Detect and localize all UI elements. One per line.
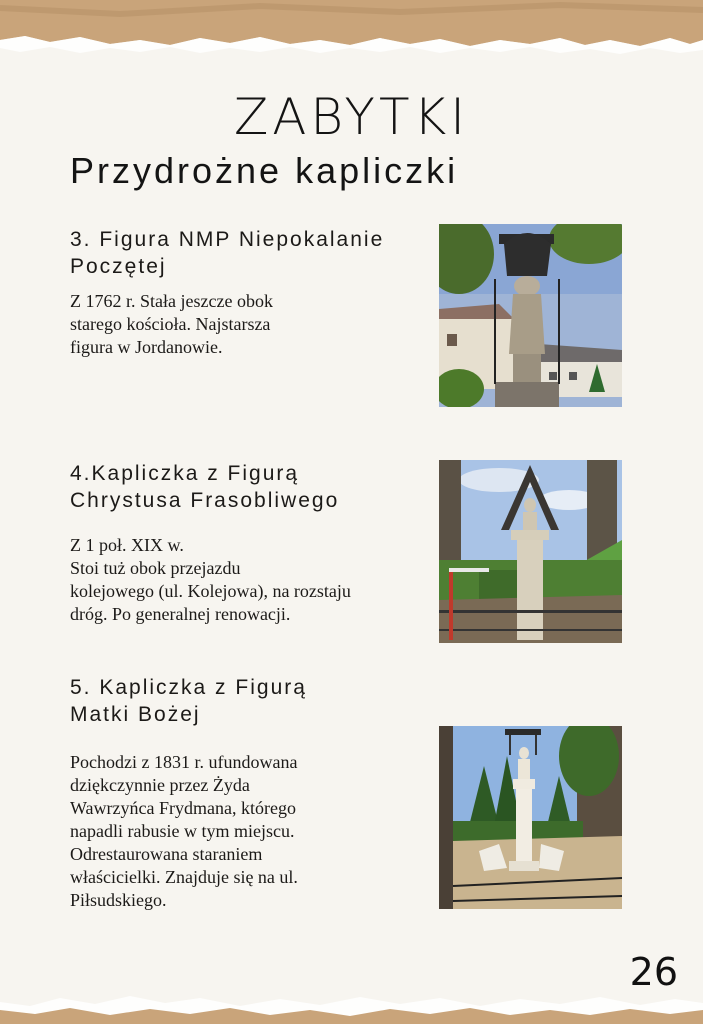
page-title: ZABYTKI [233,88,470,146]
heading-line: Chrystusa Frasobliwego [70,489,340,512]
section-heading-matka-boza [70,674,307,728]
page-number: 26 [629,950,678,994]
page-subtitle: Przydrożne kapliczki [70,150,459,191]
torn-paper-top-decoration [0,0,703,60]
section-body-matka-boza: Pochodzi z 1831 r. ufundowana dziękczynnie przez Żyda Wawrzyńca Frydmana, którego napadli rabusie w tym miejscu. Odrestaurowana staraniem właścicielki. Znajduje się na ul. Piłsudskiego. [70,752,298,910]
heading-line: 4.Kapliczka z Figurą [70,462,300,485]
heading-line: 5. Kapliczka z Figurą [70,676,307,699]
torn-paper-bottom-decoration [0,984,703,1024]
section-heading-figura-nmp [70,226,384,280]
photo-matka-boza [439,726,622,909]
heading-line: 3. Figura NMP Niepokalanie [70,228,385,251]
section-body-chrystus-frasobliwy: Z 1 poł. XIX w. Stoi tuż obok przejazdu kolejowego (ul. Kolejowa), na rozstaju dróg. Po generalnej renowacji. [70,535,351,624]
heading-line: Matki Bożej [70,703,201,726]
section-body-figura-nmp: Z 1762 r. Stała jeszcze obok starego kościoła. Najstarsza figura w Jordanowie. [70,291,273,357]
heading-line: Poczętej [70,255,167,278]
section-heading-chrystus-frasobliwy [70,460,339,514]
photo-figura-nmp [439,224,622,407]
photo-chrystus-frasobliwy [439,460,622,643]
